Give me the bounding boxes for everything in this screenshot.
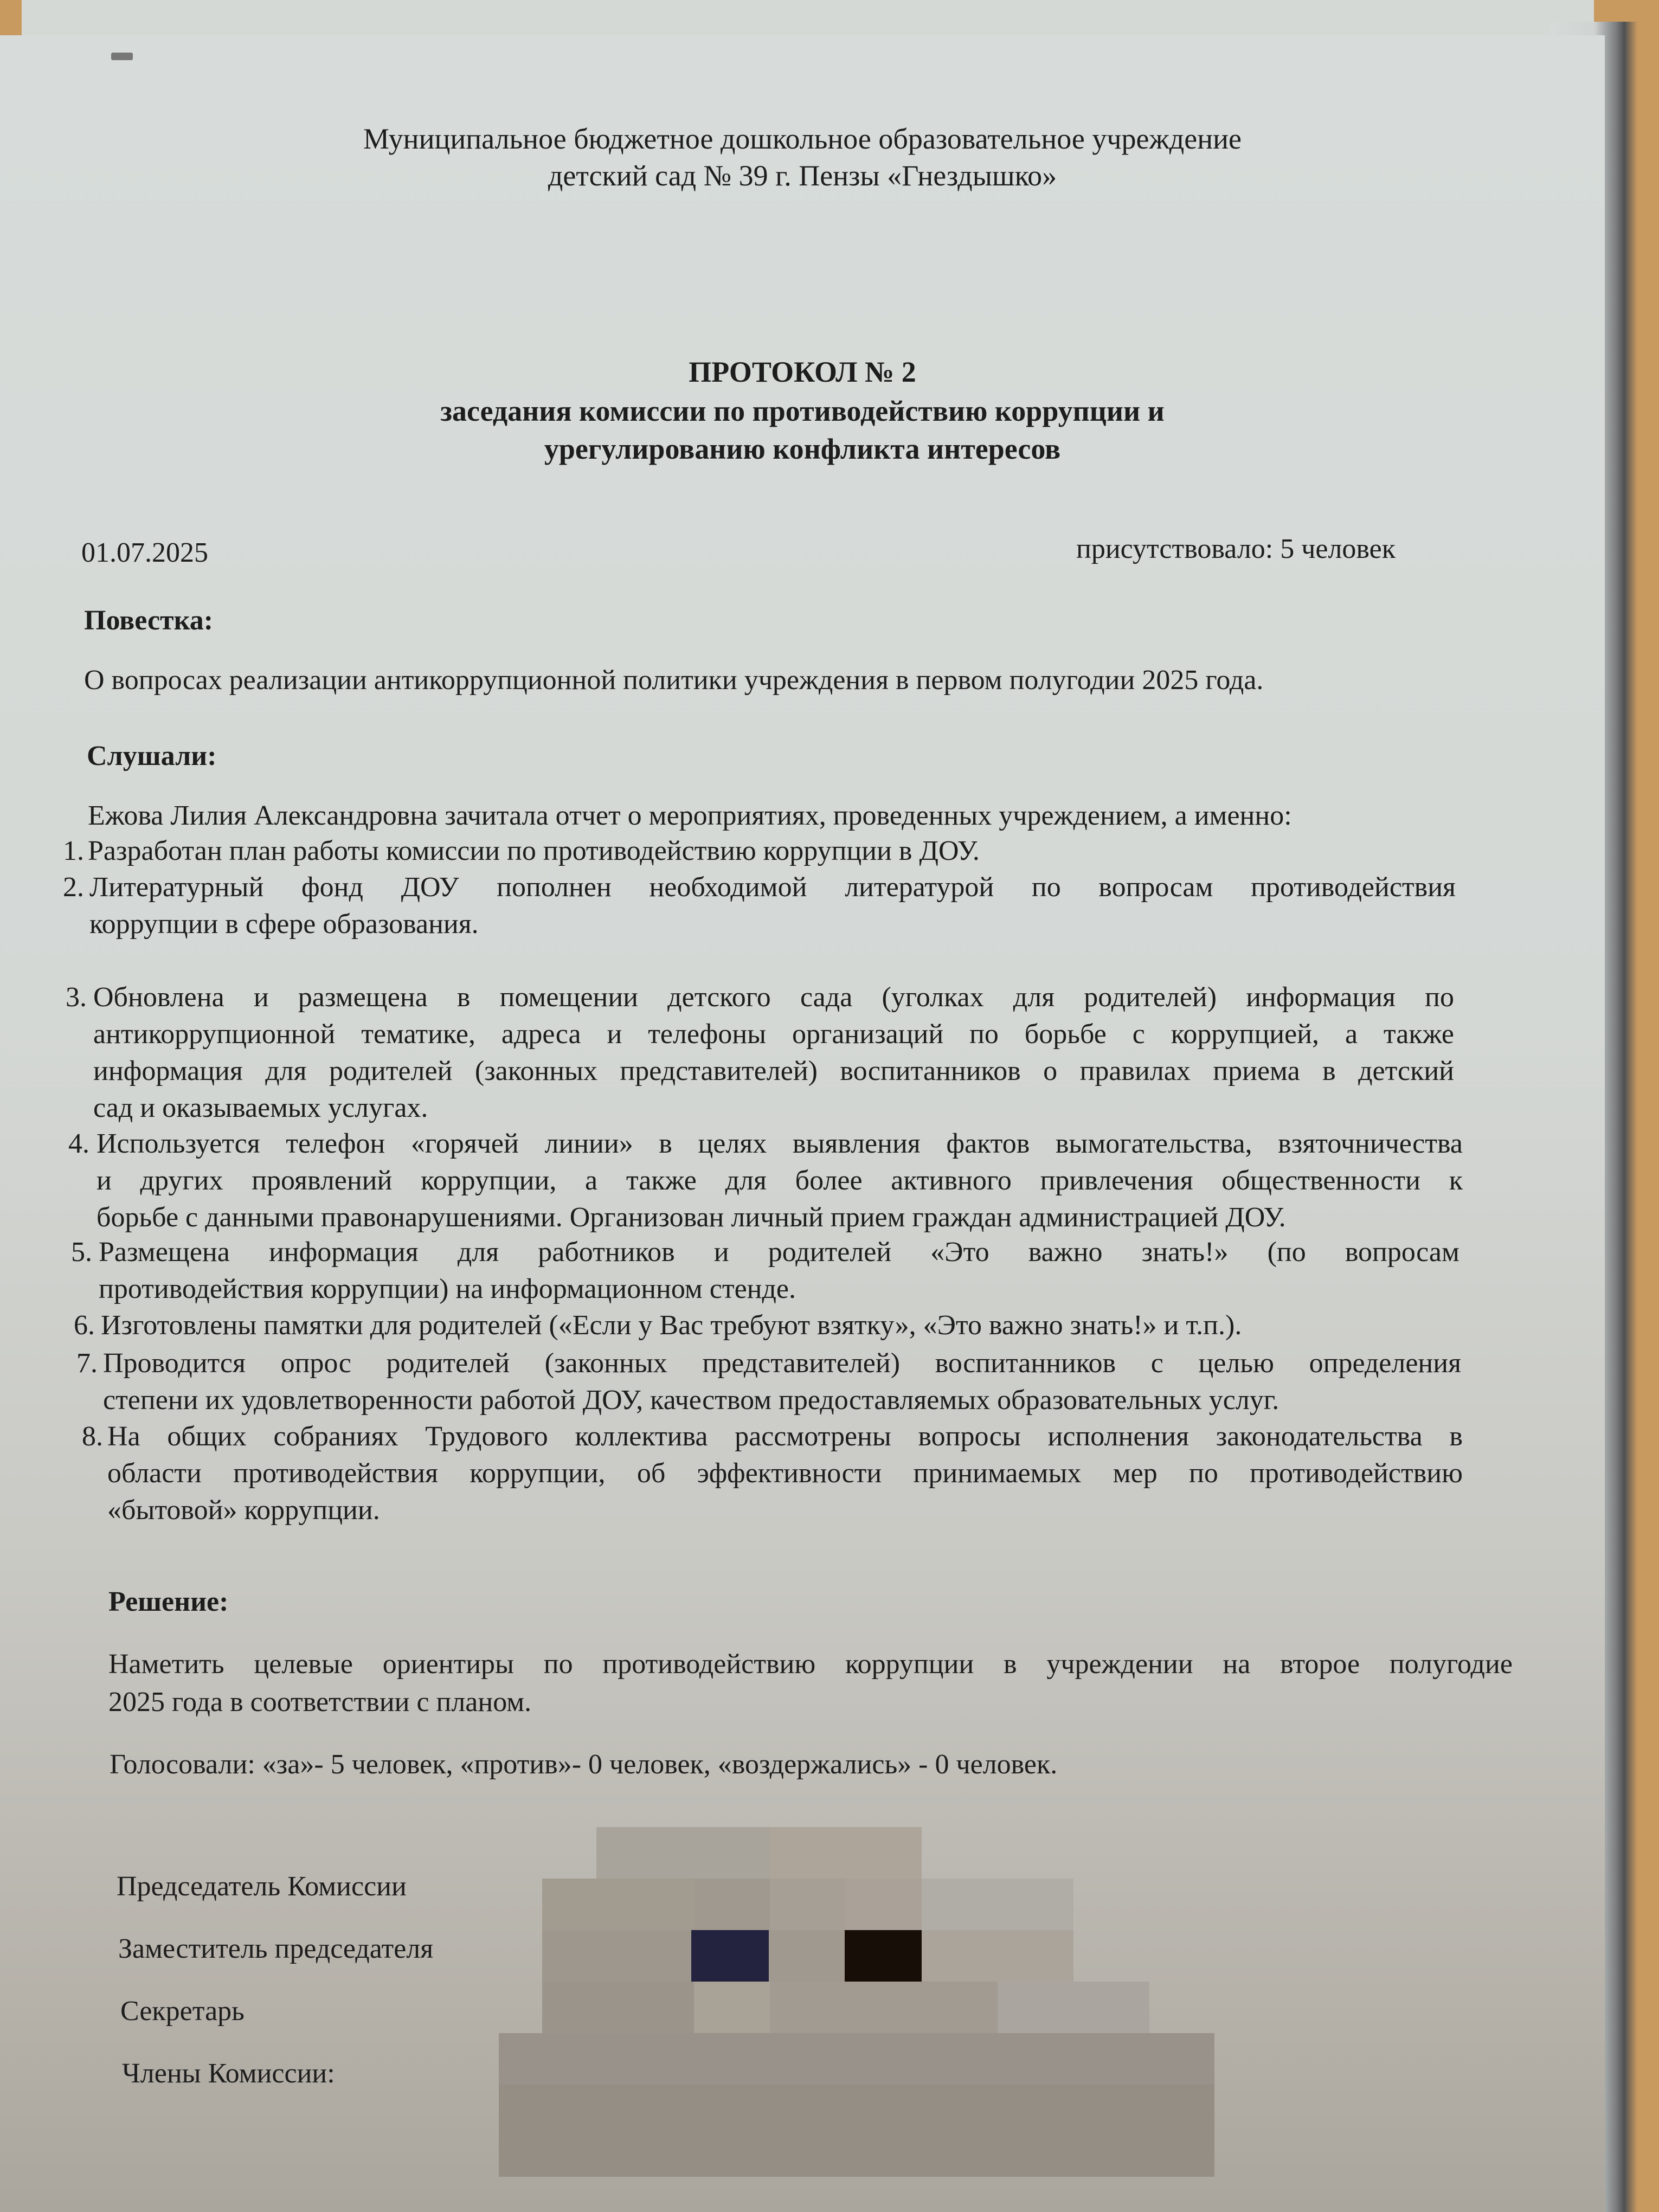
list-item-word: законодательства [1216, 1421, 1423, 1452]
list-item-line: степени их удовлетворенности работой ДОУ, качеством предоставляемых образовательных услуг. [103, 1385, 1279, 1416]
list-item-word: знать!» [1141, 1237, 1229, 1268]
list-item-word: с [1150, 1348, 1163, 1379]
list-item-word: к [1449, 1165, 1463, 1196]
list-item-word: литературой [845, 872, 994, 903]
list-item-word: опрос [280, 1348, 351, 1379]
list-item-word: детского [667, 982, 771, 1013]
decision-word: целевые [254, 1649, 353, 1680]
list-item-word: об [636, 1458, 666, 1489]
list-item-word: На [107, 1421, 140, 1452]
list-item-word: детский [1358, 1056, 1454, 1086]
list-item-word: родителей [329, 1056, 453, 1086]
list-item-word: правилах [1079, 1056, 1191, 1086]
list-item-line: борьбе с данными правонарушениями. Организован личный прием граждан администрацией ДОУ. [97, 1202, 1286, 1233]
list-item-word: родителей) [1084, 982, 1217, 1013]
list-item-word: Литературный [89, 872, 264, 903]
list-item-word: в [456, 982, 471, 1013]
decision-word: коррупции [845, 1649, 974, 1680]
agenda-text: О вопросах реализации антикоррупционной политики учреждения в первом полугодии 2025 года. [84, 665, 1264, 696]
decision-text-line1 [108, 1648, 1513, 1680]
list-item-line: Изготовлены памятки для родителей («Если у Вас требуют взятку», «Это важно знать!» и т.п.). [101, 1310, 1242, 1341]
list-item-word: рассмотрены [735, 1421, 891, 1452]
redaction-block [770, 1827, 922, 1879]
list-item-line [97, 1128, 1463, 1160]
list-item-word: и [253, 982, 269, 1013]
decision-line1-words [108, 1648, 1513, 1680]
document-page [0, 35, 1605, 2212]
list-item-word: помещении [499, 982, 639, 1013]
list-item-number: 6. [74, 1310, 95, 1341]
list-item-word: фонд [301, 872, 363, 903]
decision-word: второе [1280, 1649, 1360, 1680]
list-item-word: вопросам [1098, 872, 1213, 903]
list-item-line: Разработан план работы комиссии по противодействию коррупции в ДОУ. [88, 835, 980, 866]
list-item-word: общественности [1221, 1165, 1420, 1196]
redaction-block [998, 1982, 1149, 2033]
list-item-line: противодействия коррупции) на информационном стенде. [99, 1274, 796, 1304]
list-item-word: по [1031, 872, 1061, 903]
list-item-word: в [1322, 1056, 1336, 1086]
redaction-block-navy [691, 1930, 769, 1982]
list-item-word: коррупции, [421, 1165, 557, 1196]
list-item-word: по [969, 1019, 999, 1050]
list-item-word: (по [1267, 1237, 1306, 1268]
redaction-block [769, 1930, 845, 1982]
signature-deputy-label: Заместитель председателя [118, 1933, 434, 1964]
signature-chair-label: Председатель Комиссии [117, 1871, 407, 1902]
list-item-word: Используется [97, 1128, 260, 1159]
list-item-line [107, 1420, 1463, 1452]
list-item-line: коррупции в сфере образования. [89, 909, 479, 940]
list-item-word: ДОУ [401, 872, 459, 903]
list-item-line [103, 1347, 1461, 1379]
list-item-word: принимаемых [913, 1458, 1082, 1489]
list-item-line: «бытовой» коррупции. [107, 1495, 380, 1526]
list-item-word: для [457, 1237, 499, 1268]
list-item-word: целях [698, 1128, 767, 1159]
list-item-word: эффективности [697, 1458, 882, 1489]
list-item-word: важно [1028, 1237, 1103, 1268]
list-item-word: для [265, 1056, 307, 1086]
list-item-word: Обновлена [93, 982, 224, 1013]
list-item-number: 1. [63, 835, 84, 866]
list-item-word: Трудового [425, 1421, 548, 1452]
list-item-line [93, 1055, 1454, 1087]
list-item-word: вымогательства, [1055, 1128, 1252, 1159]
list-item-word: Проводится [103, 1348, 246, 1379]
list-item-line [99, 1236, 1459, 1268]
list-item-word: информация [268, 1237, 419, 1268]
staple-icon [111, 53, 133, 60]
redaction-block [770, 1982, 998, 2033]
redaction-block [542, 1879, 694, 1930]
list-item-word: собраниях [273, 1421, 398, 1452]
list-item-line: сад и оказываемых услугах. [93, 1092, 428, 1123]
list-item-word: для [1013, 982, 1055, 1013]
list-item-word: (законных [544, 1348, 667, 1379]
list-item-word: коррупцией, [1171, 1019, 1320, 1050]
redaction-block-black [845, 1930, 922, 1982]
list-item-word: области [107, 1458, 202, 1489]
redaction-block [499, 2033, 1214, 2085]
heard-heading: Слушали: [87, 741, 217, 771]
agenda-heading: Повестка: [84, 605, 214, 636]
list-item-word: родителей [768, 1237, 892, 1268]
redaction-block [770, 1879, 846, 1930]
document-subtitle-line1: заседания комиссии по противодействию коррупции и [440, 395, 1165, 427]
redaction-block [694, 1982, 770, 2033]
decision-word: ориентиры [382, 1649, 514, 1680]
decision-heading: Решение: [108, 1586, 229, 1617]
list-item-word: тематике, [361, 1019, 475, 1050]
list-item-word: работников [538, 1237, 675, 1268]
decision-word: на [1223, 1649, 1251, 1680]
list-item-word: (законных [474, 1056, 597, 1086]
attendance-count: присутствовало: 5 человек [1076, 533, 1396, 564]
list-item-word: борьбе [1024, 1019, 1107, 1050]
list-item-word: «горячей [410, 1128, 519, 1159]
list-item-word: необходимой [649, 872, 807, 903]
decision-word: противодействию [602, 1649, 816, 1680]
list-item-word: и [97, 1165, 112, 1196]
list-item-word: фактов [946, 1128, 1030, 1159]
list-item-word: размещена [298, 982, 428, 1013]
list-item-word: коллектива [575, 1421, 708, 1452]
list-item-word: коррупции, [470, 1458, 606, 1489]
list-item-number: 8. [82, 1421, 103, 1452]
list-item-word: взяточничества [1278, 1128, 1463, 1159]
list-item-word: Размещена [99, 1237, 230, 1268]
signature-members-label: Члены Комиссии: [122, 2058, 335, 2089]
org-name-line2: детский сад № 39 г. Пензы «Гнездышко» [548, 159, 1057, 192]
decision-word: учреждении [1046, 1649, 1193, 1680]
redaction-block [596, 1827, 770, 1879]
list-item-word: а [1345, 1019, 1358, 1050]
list-item-word: пополнен [497, 872, 612, 903]
list-item-word: целью [1198, 1348, 1274, 1379]
list-item-word: исполнения [1047, 1421, 1189, 1452]
list-item-word: противодействия [1251, 872, 1456, 903]
list-item-word: воспитанников [840, 1056, 1021, 1086]
list-item-word: привлечения [1040, 1165, 1193, 1196]
list-item-line [93, 981, 1454, 1013]
list-item-word: антикоррупционной [93, 1019, 336, 1050]
list-item-word: противодействию [1250, 1458, 1463, 1489]
list-item-word: представителей) [702, 1348, 901, 1379]
redaction-block [922, 1879, 1073, 1930]
list-item-word: воспитанников [935, 1348, 1116, 1379]
redaction-block [922, 1930, 1073, 1982]
list-item-word: общих [167, 1421, 247, 1452]
list-item-number: 2. [63, 872, 84, 903]
decision-text-line2: 2025 года в соответствии с планом. [108, 1687, 532, 1718]
list-item-word: в [1449, 1421, 1463, 1452]
decision-word: по [543, 1649, 573, 1680]
heard-intro: Ежова Лилия Александровна зачитала отчет о мероприятиях, проведенных учреждением, а именно: [88, 800, 1292, 831]
list-item-word: вопросам [1345, 1237, 1459, 1268]
list-item-line [107, 1457, 1463, 1489]
list-item-word: телефоны [648, 1019, 767, 1050]
list-item-word: вопросы [918, 1421, 1021, 1452]
redaction-block [542, 1982, 694, 2033]
list-item-word: телефон [286, 1128, 385, 1159]
redaction-block [846, 1879, 922, 1930]
decision-word: Наметить [108, 1649, 224, 1680]
list-item-word: информация [93, 1056, 243, 1086]
list-item-word: по [1425, 982, 1454, 1013]
list-item-word: также [1383, 1019, 1454, 1050]
list-item-word: информация [1246, 982, 1396, 1013]
redaction-block [694, 1879, 770, 1930]
list-item-word: линии» [544, 1128, 633, 1159]
list-item-word: других [140, 1165, 223, 1196]
vote-result: Голосовали: «за»- 5 человек, «против»- 0 человек, «воздержались» - 0 человек. [110, 1749, 1058, 1780]
meeting-date: 01.07.2025 [81, 537, 208, 568]
list-item-word: также [626, 1165, 697, 1196]
list-item-line [97, 1165, 1463, 1197]
list-item-number: 4. [68, 1128, 89, 1159]
list-item-word: организаций [792, 1019, 944, 1050]
signature-secretary-label: Секретарь [120, 1996, 245, 2027]
list-item-word: в [659, 1128, 672, 1159]
list-item-number: 3. [66, 982, 87, 1013]
list-item-word: проявлений [252, 1165, 393, 1196]
list-item-word: выявления [792, 1128, 921, 1159]
decision-word: полугодие [1389, 1649, 1513, 1680]
list-item-word: определения [1309, 1348, 1461, 1379]
org-name-line1: Муниципальное бюджетное дошкольное образовательное учреждение [363, 123, 1242, 155]
list-item-word: мер [1113, 1458, 1158, 1489]
redaction-block [499, 2085, 1214, 2177]
decision-word: в [1004, 1649, 1017, 1680]
list-item-word: для [725, 1165, 767, 1196]
list-item-word: о [1043, 1056, 1058, 1086]
document-title: ПРОТОКОЛ № 2 [689, 356, 916, 388]
document-subtitle-line2: урегулированию конфликта интересов [544, 433, 1061, 465]
list-item-word: противодействия [233, 1458, 438, 1489]
list-item-line [93, 1018, 1454, 1050]
list-item-word: родителей [386, 1348, 510, 1379]
list-item-word: «Это [930, 1237, 989, 1268]
list-item-word: по [1189, 1458, 1218, 1489]
list-item-number: 7. [76, 1348, 98, 1379]
list-item-number: 5. [71, 1237, 92, 1268]
list-item-word: и [607, 1019, 622, 1050]
list-item-word: активного [891, 1165, 1012, 1196]
list-item-word: с [1132, 1019, 1145, 1050]
list-item-word: а [585, 1165, 598, 1196]
list-item-word: и [713, 1237, 729, 1268]
list-item-word: представителей) [620, 1056, 818, 1086]
list-item-word: более [795, 1165, 863, 1196]
list-item-word: сада [800, 982, 853, 1013]
list-item-word: (уголках [882, 982, 984, 1013]
list-item-line [89, 871, 1456, 903]
redaction-block [542, 1930, 691, 1982]
list-item-word: адреса [501, 1019, 581, 1050]
list-item-word: приема [1213, 1056, 1300, 1086]
